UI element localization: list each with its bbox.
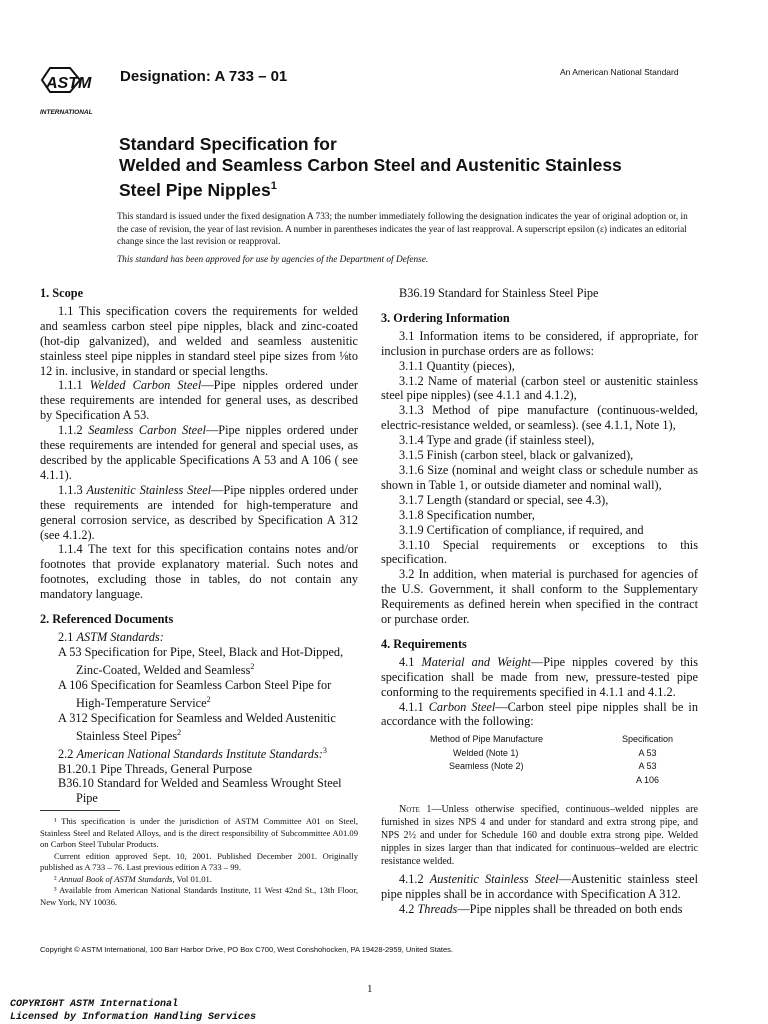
para-4-1-2 xyxy=(381,872,698,902)
designation: Designation: A 733 – 01 xyxy=(120,68,288,85)
para-3-1: 3.1 Information items to be considered, if appropriate, for inclusion in purchase orders are as follows: xyxy=(381,328,698,358)
dod-approval: This standard has been approved for use by agencies of the Department of Defense. xyxy=(117,255,429,265)
para-1-1-1-text: —Pipe nipples ordered under these requirements are intended for general uses, as described by Specification A 53. xyxy=(40,378,359,423)
table-cell: A 106 xyxy=(636,774,660,785)
footnote-3: ³ Available from American National Standards Institute, 11 West 42nd St., 13th Floor, New York, NY 10036. xyxy=(40,885,358,907)
note-1-label: Note 1 xyxy=(399,804,432,816)
ref-a53-sup: 2 xyxy=(250,661,255,671)
section-1-heading: 1. Scope xyxy=(40,286,84,300)
note-1-text: —Unless otherwise specified, continuous–welded nipples are furnished in sizes NPS 4 and under for standard and extra strong pipe, and NPS 2½ and under for Schedule 160 and double extra strong pipe. Welded nipples in sizes larger than that indicated for continuous–welded are electric resistance welded. xyxy=(381,804,698,868)
footnote-1b: Current edition approved Sept. 10, 2001. Published December 2001. Originally published as A 733 – 76. Last previous edition A 733 – 99. xyxy=(40,850,358,872)
para-1-1-3-text: —Pipe nipples ordered under these requirements are intended for high-temperature and general corrosion service, as described by Specification A 312 (see 4.1.2). xyxy=(40,482,359,542)
table-cell: Seamless (Note 2) xyxy=(449,761,524,772)
para-4-1 xyxy=(381,655,698,700)
ref-a312 xyxy=(40,711,358,744)
manufacture-table xyxy=(429,733,674,787)
para-1-1-1-term: Welded Carbon Steel xyxy=(89,378,202,393)
astm-logo xyxy=(40,64,112,116)
para-2-2-sup: 3 xyxy=(322,745,327,755)
para-4-2-text: —Pipe nipples shall be threaded on both ends xyxy=(457,902,683,917)
ref-a53 xyxy=(40,645,358,678)
ordering-list xyxy=(381,359,698,568)
license-line-2: Licensed by Information Handling Services xyxy=(10,1011,257,1023)
para-4-1-1-num: 4.1.1 xyxy=(399,699,429,714)
list-item: 3.1.2 Name of material (carbon steel or austenitic stainless steel pipe nipples) (see 4.1.1 and 4.1.2), xyxy=(381,373,698,403)
list-item: 3.1.8 Specification number, xyxy=(399,507,535,522)
list-item: 3.1.5 Finish (carbon steel, black or galvanized), xyxy=(399,448,634,463)
lead-paragraph: This standard is issued under the fixed designation A 733; the number immediately following the designation indicates the year of original adoption or, in the case of revision, the year of last revision. A number in parentheses indicates the year of last reapproval. A superscript epsilon (ε) indicates an editorial change since the last revision or reapproval. xyxy=(117,212,688,247)
para-1-1-2-text: —Pipe nipples ordered under these requirements are intended for general and special uses, as described by the applicable Specifications A 53 and A 106 ( see 4.1.1). xyxy=(40,423,358,482)
para-4-1-text: —Pipe nipples covered by this specification shall be made from new, pressure-tested pipe conforming to the requirements specified in 4.1.1 and 4.1.2. xyxy=(381,654,698,699)
copyright-line: Copyright © ASTM International, 100 Barr Harbor Drive, PO Box C700, West Conshohocken, PA 19428-2959, United States. xyxy=(40,945,453,954)
section-2-heading: 2. Referenced Documents xyxy=(40,612,174,627)
license-line-1: COPYRIGHT ASTM International xyxy=(10,999,179,1010)
american-national-standard: An American National Standard xyxy=(560,67,679,77)
table-cell: A 53 xyxy=(638,761,657,772)
ref-a106-text: A 106 Specification for Seamless Carbon Steel Pipe for High-Temperature Service xyxy=(58,677,332,710)
list-item: 3.1.7 Length (standard or special, see 4.3), xyxy=(399,492,609,507)
para-2-2-num: 2.2 xyxy=(58,746,77,761)
para-4-1-term: Material and Weight xyxy=(421,654,531,669)
para-1-1-1-num: 1.1.1 xyxy=(58,378,90,393)
para-4-2-num: 4.2 xyxy=(399,902,418,917)
right-column xyxy=(381,286,698,917)
para-2-1 xyxy=(40,630,358,645)
list-item: 3.1.9 Certification of compliance, if required, and xyxy=(399,522,644,537)
ref-a106-sup: 2 xyxy=(206,694,211,704)
page-number: 1 xyxy=(367,983,373,995)
footnote-2-num: ² xyxy=(54,873,59,884)
footnotes xyxy=(40,816,358,908)
document-title xyxy=(119,134,659,201)
para-4-1-1 xyxy=(381,700,698,730)
para-4-2-term: Threads xyxy=(417,902,458,917)
para-4-1-1-term: Carbon Steel xyxy=(428,699,496,714)
para-2-2-term: American National Standards Institute Standards: xyxy=(76,746,323,761)
footnote-1: ¹ This specification is under the jurisdiction of ASTM Committee A01 on Steel, Stainless Steel and Related Alloys, and is the direct responsibility of Subcommittee A01.09 on Carbon Steel Tubular Products. xyxy=(40,816,358,849)
ref-b36-10: B36.10 Standard for Welded and Seamless Wrought Steel Pipe xyxy=(58,776,342,806)
footnote-2-text: , Vol 01.01. xyxy=(172,873,212,884)
para-1-1-3-num: 1.1.3 xyxy=(58,482,87,497)
logo-subtext: INTERNATIONAL xyxy=(40,109,93,116)
table-row xyxy=(429,747,674,761)
para-3-2: 3.2 In addition, when material is purchased for agencies of the U.S. Government, it shall conform to the Supplementary Requirements as defined herein when specified in the contract or purchase order. xyxy=(381,567,698,627)
footnote-rule xyxy=(40,810,120,811)
ref-b1-20-1: B1.20.1 Pipe Threads, General Purpose xyxy=(58,761,253,776)
footnote-2-term: Annual Book of ASTM Standards xyxy=(58,873,173,884)
logo-text: ASTM xyxy=(46,75,92,92)
para-1-1-4: 1.1.4 The text for this specification contains notes and/or footnotes that provide explanatory material. Such notes and footnotes, excluding those in tables, do not contain any mandatory language. xyxy=(40,542,358,602)
note-1 xyxy=(381,803,698,868)
para-1-1-3 xyxy=(40,483,358,543)
title-line-3-text: Steel Pipe Nipples xyxy=(119,179,271,200)
title-line-3 xyxy=(119,176,659,201)
para-1-1-3-term: Austenitic Stainless Steel xyxy=(86,482,212,497)
ref-a312-text: A 312 Specification for Seamless and Welded Austenitic Stainless Steel Pipes xyxy=(58,710,336,743)
list-item: 3.1.3 Method of pipe manufacture (continuous-welded, electric-resistance welded, or seamless). (see 4.1.1, Note 1), xyxy=(381,403,698,433)
list-item: 3.1.1 Quantity (pieces), xyxy=(399,358,515,373)
title-footnote-ref: 1 xyxy=(270,180,277,192)
para-1-1-2-num: 1.1.2 xyxy=(58,423,89,438)
title-line-2: Welded and Seamless Carbon Steel and Austenitic Stainless xyxy=(119,155,622,175)
ref-a53-text: A 53 Specification for Pipe, Steel, Black and Hot-Dipped, Zinc-Coated, Welded and Seamless xyxy=(58,644,344,677)
license-stamp xyxy=(10,999,256,1024)
table-cell: A 53 xyxy=(638,747,657,758)
ref-a312-sup: 2 xyxy=(177,727,182,737)
para-2-2 xyxy=(40,744,358,762)
table-header: Method of Pipe Manufacture xyxy=(430,734,544,745)
left-column xyxy=(40,286,358,806)
table-header: Specification xyxy=(622,734,674,745)
ref-b36-19: B36.19 Standard for Stainless Steel Pipe xyxy=(399,286,599,300)
section-4-heading: 4. Requirements xyxy=(381,636,467,651)
table-row xyxy=(429,774,674,788)
table-cell: Welded (Note 1) xyxy=(453,747,519,758)
para-2-1-num: 2.1 xyxy=(58,629,77,644)
para-4-2 xyxy=(381,902,698,917)
section-3-heading: 3. Ordering Information xyxy=(381,310,510,325)
list-item: 3.1.6 Size (nominal and weight class or schedule number as shown in Table 1, or outside diameter and nominal wall), xyxy=(381,462,698,492)
para-1-1: 1.1 This specification covers the requirements for welded and seamless carbon steel pipe nipples, black and zinc-coated (hot-dip galvanized), and welded and seamless austenitic stainless steel pipe nipples in standard steel pipe sizes from ⅛to 12 in. inclusive, in standard or special lengths. xyxy=(40,303,358,378)
para-4-1-1-text: —Carbon steel pipe nipples shall be in accordance with the following: xyxy=(381,699,698,729)
para-1-1-2-term: Seamless Carbon Steel xyxy=(88,423,206,438)
para-4-1-2-term: Austenitic Stainless Steel xyxy=(429,872,559,887)
list-item: 3.1.4 Type and grade (if stainless steel), xyxy=(399,433,595,448)
para-1-1-1 xyxy=(40,378,358,423)
title-line-1: Standard Specification for xyxy=(119,134,337,154)
ref-a106 xyxy=(40,678,358,711)
para-4-1-num: 4.1 xyxy=(399,654,422,669)
para-1-1-2 xyxy=(40,423,358,483)
footnote-2 xyxy=(40,874,358,886)
table-cell xyxy=(429,774,621,788)
para-2-1-term: ASTM Standards: xyxy=(76,629,164,644)
list-item: 3.1.10 Special requirements or exceptions to this specification. xyxy=(381,537,698,567)
table-row xyxy=(429,760,674,774)
para-4-1-2-text: —Austenitic stainless steel pipe nipples shall be in accordance with Specification A 312. xyxy=(381,872,698,902)
para-4-1-2-num: 4.1.2 xyxy=(399,872,430,887)
